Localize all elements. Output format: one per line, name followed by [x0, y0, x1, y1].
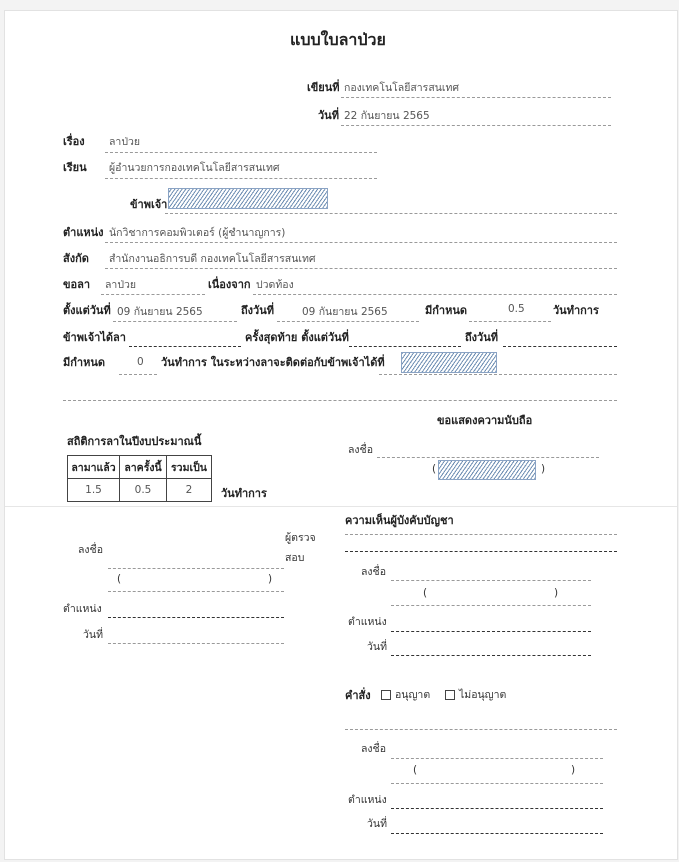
- applicant-line: [165, 213, 617, 214]
- order-date-line: [391, 833, 603, 834]
- last-time-label: ครั้งสุดท้าย ตั้งแต่วันที่: [245, 331, 349, 344]
- to-date-value: 09 กันยายน 2565: [302, 306, 388, 318]
- date-value: 22 กันยายน 2565: [344, 110, 430, 122]
- last-duration-value: 0: [137, 356, 144, 368]
- inspector-sign-label: ลงชื่อ: [78, 544, 103, 556]
- reason-value: ปวดท้อง: [256, 279, 294, 291]
- approve-checkbox[interactable]: [381, 690, 391, 700]
- inspector-name-line: [108, 591, 284, 592]
- to-date-line: [277, 321, 419, 322]
- last-to-line: [503, 346, 617, 347]
- to-label: เรียน: [63, 161, 87, 174]
- order-sign-line: [391, 758, 603, 759]
- inspector-date-label: วันที่: [83, 629, 103, 641]
- last-duration-label: มีกำหนด: [63, 356, 106, 369]
- contact-line-2: [63, 400, 617, 401]
- stats-value-prev: 1.5: [68, 479, 120, 502]
- to-value: ผู้อำนวยการกองเทคโนโลยีสารสนเทศ: [109, 162, 280, 174]
- last-leave-line: [129, 346, 241, 347]
- last-leave-label: ข้าพเจ้าได้ลา: [63, 331, 126, 344]
- date-label: วันที่: [318, 109, 339, 122]
- inspector-paren-open: (: [117, 573, 122, 585]
- order-date-label: วันที่: [367, 818, 387, 830]
- applicant-paren-close: ): [541, 463, 546, 475]
- leave-form-sheet: [4, 10, 678, 860]
- contact-label: วันทำการ ในระหว่างลาจะติดต่อกับข้าพเจ้าได้ที่: [161, 356, 385, 369]
- order-position-line: [391, 808, 603, 809]
- order-position-label: ตำแหน่ง: [348, 794, 387, 806]
- applicant-sign-label: ลงชื่อ: [348, 444, 373, 456]
- order-name-line: [391, 783, 603, 784]
- from-label: ตั้งแต่วันที่: [63, 304, 111, 317]
- affiliation-label: สังกัด: [63, 252, 89, 265]
- supervisor-comment-line-2: [345, 551, 617, 552]
- stats-header-prev: ลามาแล้ว: [68, 456, 120, 479]
- order-title: คำสั่ง: [345, 689, 371, 702]
- supervisor-sign-line: [391, 580, 591, 581]
- affiliation-line: [105, 268, 617, 269]
- form-title: แบบใบลาป่วย: [290, 30, 386, 49]
- position-label: ตำแหน่ง: [63, 226, 104, 239]
- position-line: [105, 242, 617, 243]
- supervisor-name-line: [391, 605, 591, 606]
- stats-title: สถิติการลาในปีงบประมาณนี้: [67, 435, 202, 448]
- order-sign-label: ลงชื่อ: [361, 743, 386, 755]
- approve-label: อนุญาต: [395, 689, 431, 701]
- to-date-label: ถึงวันที่: [241, 304, 274, 317]
- inspector-position-label: ตำแหน่ง: [63, 603, 102, 615]
- supervisor-paren-close: ): [554, 587, 559, 599]
- reason-line: [253, 294, 617, 295]
- written-at-label: เขียนที่: [307, 81, 340, 94]
- inspector-date-line: [108, 643, 284, 644]
- order-approve-option[interactable]: [381, 686, 430, 703]
- order-paren-open: (: [413, 764, 418, 776]
- stats-value-total: 2: [167, 479, 212, 502]
- written-at-line: [341, 97, 611, 98]
- subject-value: ลาป่วย: [109, 136, 141, 148]
- leave-type-line: [101, 294, 205, 295]
- from-line: [113, 321, 237, 322]
- supervisor-paren-open: (: [423, 587, 428, 599]
- inspector-sign-line: [108, 568, 284, 569]
- supervisor-position-line: [391, 631, 591, 632]
- redacted-name: [168, 188, 328, 209]
- stats-unit: วันทำการ: [221, 487, 267, 500]
- applicant-sign-line: [377, 457, 599, 458]
- reason-label: เนื่องจาก: [208, 278, 251, 291]
- inspector-position-line: [108, 617, 284, 618]
- supervisor-date-label: วันที่: [367, 641, 387, 653]
- leave-type-value: ลาป่วย: [105, 279, 137, 291]
- section-divider: [5, 506, 677, 507]
- inspector-role-2: สอบ: [285, 552, 305, 564]
- last-to-label: ถึงวันที่: [465, 331, 498, 344]
- order-reject-option[interactable]: [445, 686, 506, 703]
- inspector-paren-close: ): [268, 573, 273, 585]
- order-paren-close: ): [571, 764, 576, 776]
- position-value: นักวิชาการคอมพิวเตอร์ (ผู้ชำนาญการ): [109, 227, 286, 239]
- stats-value-this: 0.5: [120, 479, 167, 502]
- applicant-paren-open: (: [432, 463, 437, 475]
- redacted-signature-name: [438, 460, 536, 480]
- workdays-label: วันทำการ: [553, 304, 599, 317]
- duration-value: 0.5: [508, 303, 525, 315]
- supervisor-title: ความเห็นผู้บังคับบัญชา: [345, 514, 454, 527]
- duration-line: [469, 321, 551, 322]
- from-value: 09 กันยายน 2565: [117, 306, 203, 318]
- supervisor-position-label: ตำแหน่ง: [348, 616, 387, 628]
- contact-line: [379, 374, 617, 375]
- last-duration-line: [119, 374, 157, 375]
- stats-header-this: ลาครั้งนี้: [120, 456, 167, 479]
- supervisor-comment-line-1: [345, 534, 617, 535]
- redacted-contact: [401, 352, 497, 373]
- stats-header-total: รวมเป็น: [167, 456, 212, 479]
- reject-label: ไม่อนุญาต: [459, 689, 507, 701]
- affiliation-value: สำนักงานอธิการบดี กองเทคโนโลยีสารสนเทศ: [109, 253, 316, 265]
- subject-line: [105, 152, 377, 153]
- leave-type-label: ขอลา: [63, 278, 91, 291]
- supervisor-sign-label: ลงชื่อ: [361, 566, 386, 578]
- last-from-line: [349, 346, 461, 347]
- to-line: [105, 178, 377, 179]
- reject-checkbox[interactable]: [445, 690, 455, 700]
- subject-label: เรื่อง: [63, 135, 85, 148]
- supervisor-date-line: [391, 655, 591, 656]
- written-at-value: กองเทคโนโลยีสารสนเทศ: [344, 82, 460, 94]
- stats-table: [67, 455, 212, 502]
- respect-text: ขอแสดงความนับถือ: [437, 414, 533, 427]
- order-comment-line: [345, 729, 617, 730]
- applicant-label: ข้าพเจ้า: [130, 198, 168, 211]
- duration-label: มีกำหนด: [425, 304, 468, 317]
- date-line: [341, 125, 611, 126]
- inspector-role-1: ผู้ตรวจ: [285, 532, 316, 544]
